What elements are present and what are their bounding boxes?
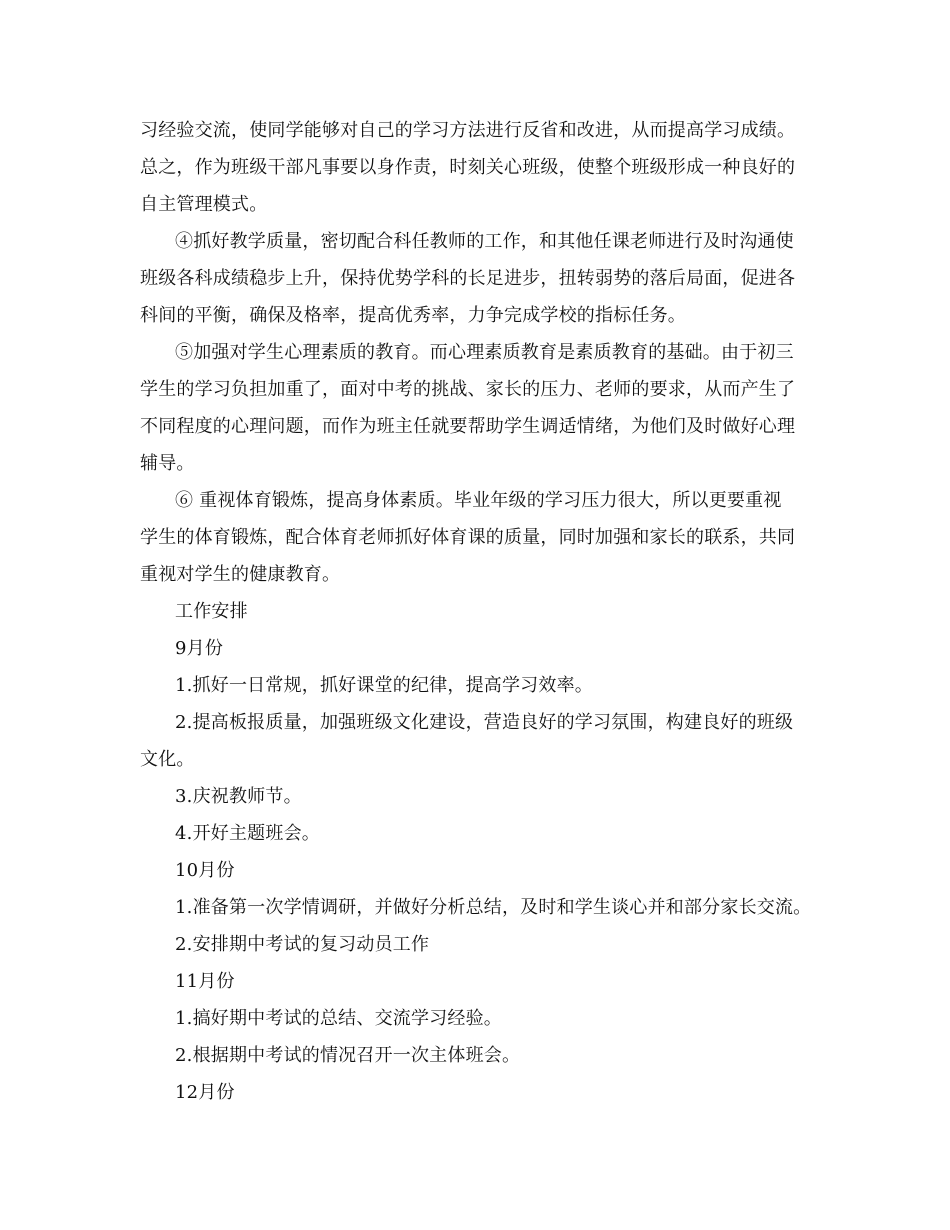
text-line: 辅导。 bbox=[140, 453, 195, 474]
list-item bbox=[140, 667, 830, 704]
section-heading-work-plan bbox=[140, 593, 830, 630]
text-line: 9月份 bbox=[175, 638, 224, 659]
paragraph-study-exchange bbox=[140, 112, 830, 223]
list-item bbox=[140, 1037, 830, 1074]
month-heading-december bbox=[140, 1074, 830, 1111]
text-line: 2.安排期中考试的复习动员工作 bbox=[175, 934, 430, 955]
text-line: 学生的学习负担加重了，面对中考的挑战、家长的压力、老师的要求，从而产生了 bbox=[140, 379, 796, 400]
list-item bbox=[140, 815, 830, 852]
text-line: 工作安排 bbox=[175, 601, 248, 622]
text-line: 科间的平衡，确保及格率，提高优秀率，力争完成学校的指标任务。 bbox=[140, 305, 686, 326]
list-item bbox=[140, 926, 830, 963]
text-line: 重视对学生的健康教育。 bbox=[140, 564, 341, 585]
text-line: 不同程度的心理问题，而作为班主任就要帮助学生调适情绪，为他们及时做好心理 bbox=[140, 416, 796, 437]
text-line: ⑤加强对学生心理素质的教育。而心理素质教育是素质教育的基础。由于初三 bbox=[175, 342, 794, 363]
text-line: 2.提高板报质量，加强班级文化建设，营造良好的学习氛围，构建良好的班级 bbox=[175, 712, 794, 733]
text-line: 3.庆祝教师节。 bbox=[175, 786, 302, 807]
text-line: 11月份 bbox=[175, 971, 235, 992]
list-item bbox=[140, 778, 830, 815]
text-line: 总之，作为班级干部凡事要以身作责，时刻关心班级，使整个班级形成一种良好的 bbox=[140, 157, 796, 178]
text-line: 文化。 bbox=[140, 749, 195, 770]
text-line: 10月份 bbox=[175, 860, 235, 881]
text-line: 12月份 bbox=[175, 1082, 235, 1103]
month-heading-october bbox=[140, 852, 830, 889]
text-line: 2.根据期中考试的情况召开一次主体班会。 bbox=[175, 1045, 521, 1066]
month-heading-september bbox=[140, 630, 830, 667]
month-heading-november bbox=[140, 963, 830, 1000]
text-line: 1.准备第一次学情调研，并做好分析总结，及时和学生谈心并和部分家长交流。 bbox=[175, 897, 812, 918]
paragraph-physical-education bbox=[140, 482, 830, 593]
paragraph-teaching-quality bbox=[140, 223, 830, 334]
text-line: 1.抓好一日常规，抓好课堂的纪律，提高学习效率。 bbox=[175, 675, 593, 696]
text-line: 班级各科成绩稳步上升，保持优势学科的长足进步，扭转弱势的落后局面，促进各 bbox=[140, 268, 796, 289]
list-item bbox=[140, 704, 830, 778]
text-line: 自主管理模式。 bbox=[140, 194, 268, 215]
list-item bbox=[140, 889, 830, 926]
paragraph-psychology bbox=[140, 334, 830, 482]
text-line: ⑥ 重视体育锻炼，提高身体素质。毕业年级的学习压力很大，所以更要重视 bbox=[175, 490, 782, 511]
text-line: ④抓好教学质量，密切配合科任教师的工作，和其他任课老师进行及时沟通使 bbox=[175, 231, 794, 252]
text-line: 学生的体育锻炼，配合体育老师抓好体育课的质量，同时加强和家长的联系，共同 bbox=[140, 527, 796, 548]
list-item bbox=[140, 1000, 830, 1037]
text-line: 1.搞好期中考试的总结、交流学习经验。 bbox=[175, 1008, 502, 1029]
text-line: 习经验交流，使同学能够对自己的学习方法进行反省和改进，从而提高学习成绩。 bbox=[140, 120, 796, 141]
text-line: 4.开好主题班会。 bbox=[175, 823, 320, 844]
